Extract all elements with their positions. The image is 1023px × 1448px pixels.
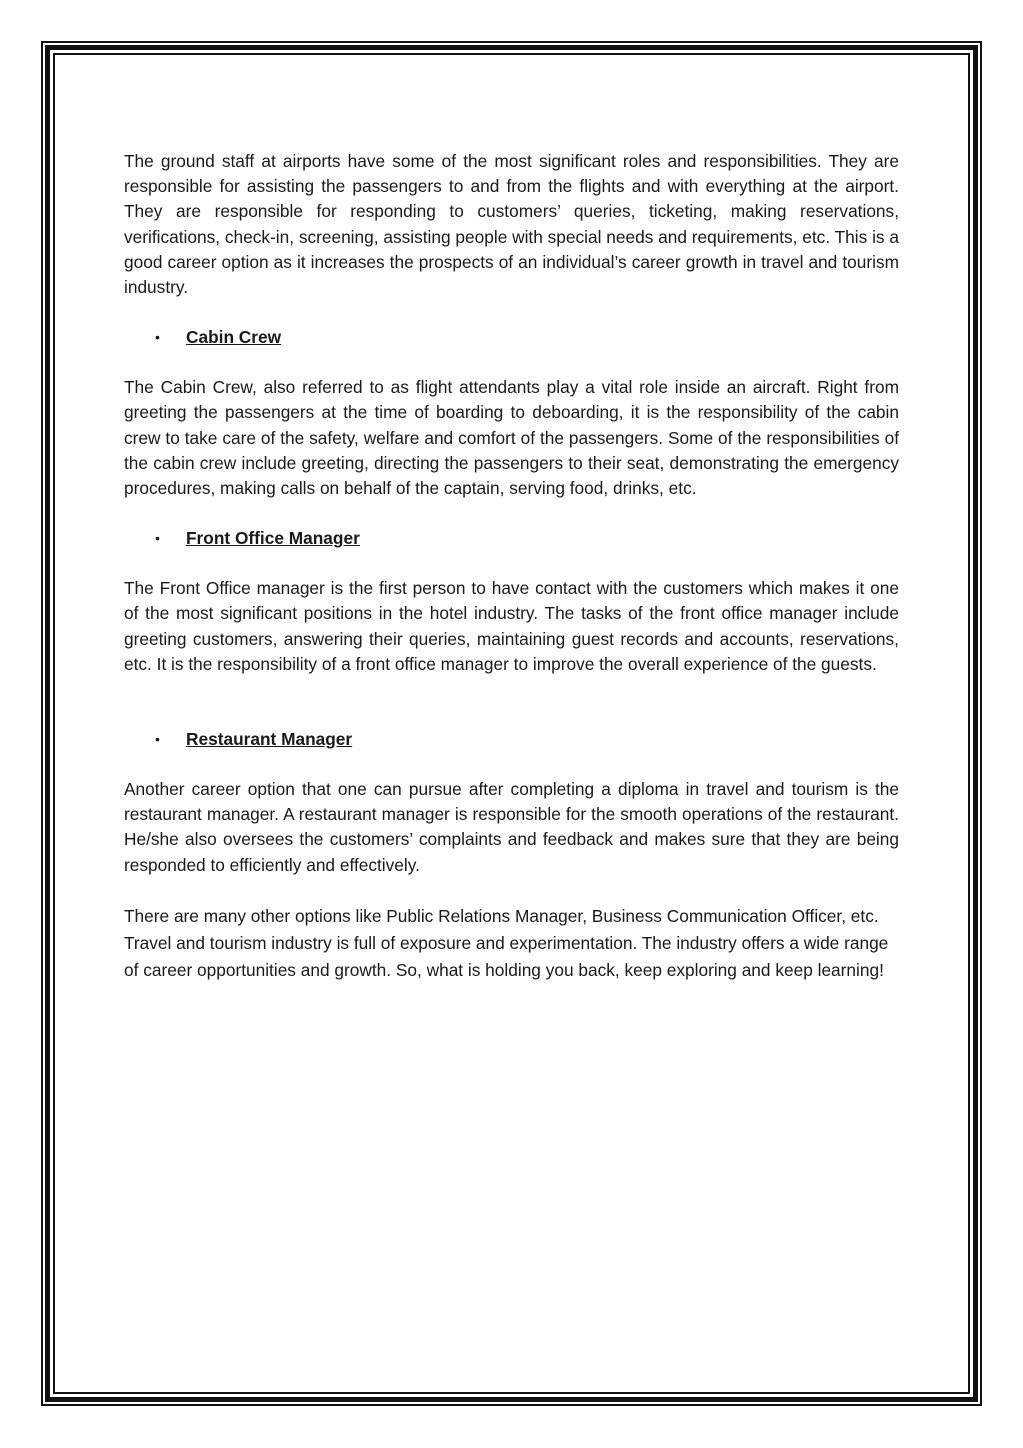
bullet-icon: • [155, 329, 160, 346]
bullet-front-office-manager [124, 526, 899, 551]
paragraph-ground-staff: The ground staff at airports have some of the most significant roles and responsibilities. They are responsible for assisting the passengers to and from the flights and with everything at the airport. They are responsible for responding to customers’ queries, ticketing, making reservations, verifications, check-in, screening, assisting people with special needs and requirements, etc. This is a good career option as it increases the prospects of an individual’s career growth in travel and tourism industry. [124, 151, 899, 298]
spacer [124, 551, 899, 576]
paragraph-front-office-manager: The Front Office manager is the first person to have contact with the customers which makes it one of the most significant positions in the hotel industry. The tasks of the front office manager include greeting customers, answering their queries, maintaining guest records and accounts, reservations, etc. It is the responsibility of a front office manager to improve the overall experience of the guests. [124, 578, 899, 674]
paragraph-restaurant-manager: Another career option that one can pursue after completing a diploma in travel and tourism is the restaurant manager. A restaurant manager is responsible for the smooth operations of the restaurant. He/she also oversees the customers’ complaints and feedback and makes sure that they are being responded to efficiently and effectively. [124, 779, 899, 875]
spacer [124, 878, 899, 903]
bullet-icon: • [155, 731, 160, 748]
paragraph-closing: There are many other options like Public Relations Manager, Business Communication Officer, etc. Travel and tourism industry is full of exposure and experimentation. The industry offers a wide range of career opportunities and growth. So, what is holding you back, keep exploring and keep learning! [124, 905, 889, 980]
heading-restaurant-manager: Restaurant Manager [186, 729, 353, 750]
spacer [124, 501, 899, 526]
paragraph-cabin-crew: The Cabin Crew, also referred to as flight attendants play a vital role inside an aircraft. Right from greeting the passengers at the time of boarding to deboarding, it is the responsibility of the cabin crew to take care of the safety, welfare and comfort of the passengers. Some of the responsibilities of the cabin crew include greeting, directing the passengers to their seat, demonstrating the emergency procedures, making calls on behalf of the captain, serving food, drinks, etc. [124, 377, 899, 499]
bullet-cabin-crew [124, 325, 899, 350]
spacer [124, 350, 899, 375]
spacer [124, 300, 899, 325]
bullet-icon: • [155, 530, 160, 547]
heading-front-office-manager: Front Office Manager [186, 528, 360, 549]
heading-cabin-crew: Cabin Crew [186, 327, 282, 348]
document-body [124, 149, 899, 984]
spacer [124, 677, 899, 727]
bullet-restaurant-manager [124, 727, 899, 752]
spacer [124, 752, 899, 777]
